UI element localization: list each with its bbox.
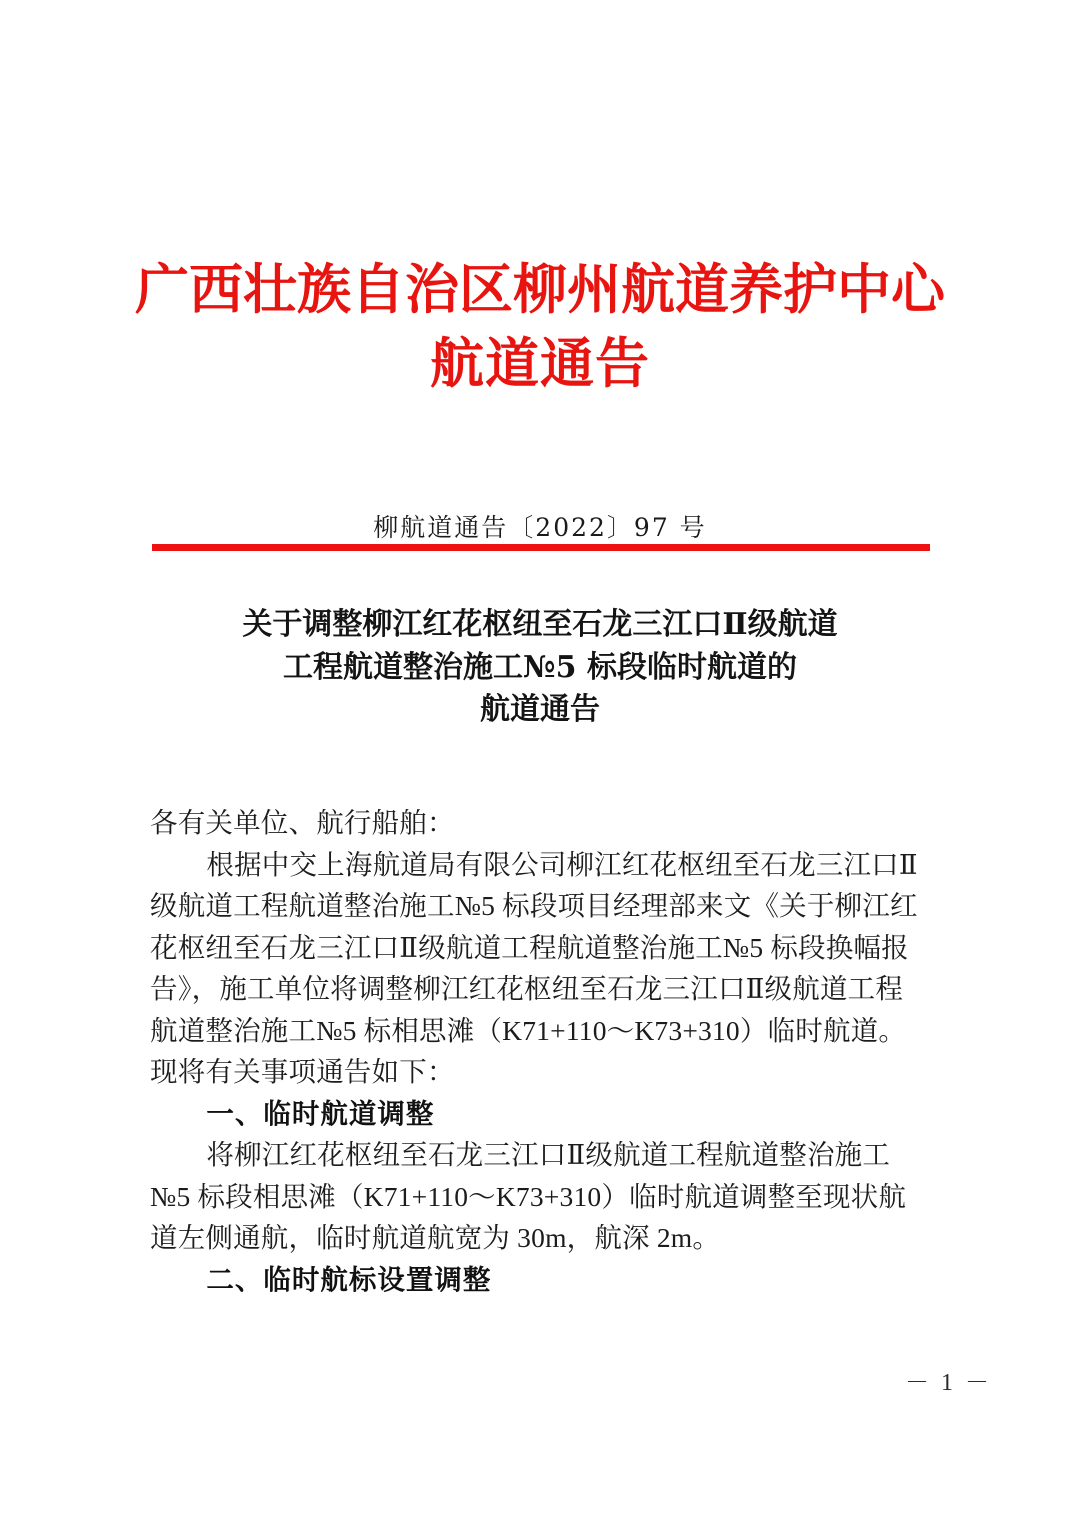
masthead xyxy=(100,258,980,395)
masthead-doctype: 航道通告 xyxy=(430,330,650,395)
page-number-footer: － 1 － xyxy=(905,1370,992,1396)
salutation: 各有关单位、航行船舶： xyxy=(150,807,455,838)
para1-line-2: 级航道工程航道整治施工№5 标段项目经理部来文《关于柳江红 xyxy=(150,890,918,921)
section1-line-2: №5 标段相思滩（K71+110～K73+310）临时航道调整至现状航 xyxy=(150,1180,907,1212)
section1-line-3: 道左侧通航，临时航道航宽为 30m，航深 2m。 xyxy=(150,1222,721,1253)
page-title-line-1: 关于调整柳江红花枢纽至石龙三江口Ⅱ级航道 xyxy=(242,607,838,642)
section1-line-1: 将柳江红花枢纽至石龙三江口Ⅱ级航道工程航道整治施工 xyxy=(206,1139,891,1170)
page-title xyxy=(140,604,940,732)
section-heading-1: 一、临时航道调整 xyxy=(206,1097,435,1129)
para1-line-1: 根据中交上海航道局有限公司柳江红花枢纽至石龙三江口Ⅱ xyxy=(206,848,918,880)
document-body xyxy=(150,802,946,1300)
red-separator-rule xyxy=(152,544,930,551)
masthead-issuer: 广西壮族自治区柳州航道养护中心 xyxy=(135,257,945,321)
para1-line-5: 航道整治施工№5 标相思滩（K71+110～K73+310）临时航道。 xyxy=(150,1014,907,1046)
para1-line-3: 花枢纽至石龙三江口Ⅱ级航道工程航道整治施工№5 标段换幅报 xyxy=(150,931,909,963)
page-title-line-3: 航道通告 xyxy=(480,692,600,728)
para1-line-6: 现将有关事项通告如下： xyxy=(150,1056,455,1087)
para1-line-4: 告》，施工单位将调整柳江红花枢纽至石龙三江口Ⅱ级航道工程 xyxy=(150,973,904,1004)
document-number: 柳航道通告〔2022〕97 号 xyxy=(373,513,707,542)
page-title-line-2: 工程航道整治施工№5 标段临时航道的 xyxy=(283,649,797,685)
section-heading-2: 二、临时航标设置调整 xyxy=(206,1263,492,1295)
